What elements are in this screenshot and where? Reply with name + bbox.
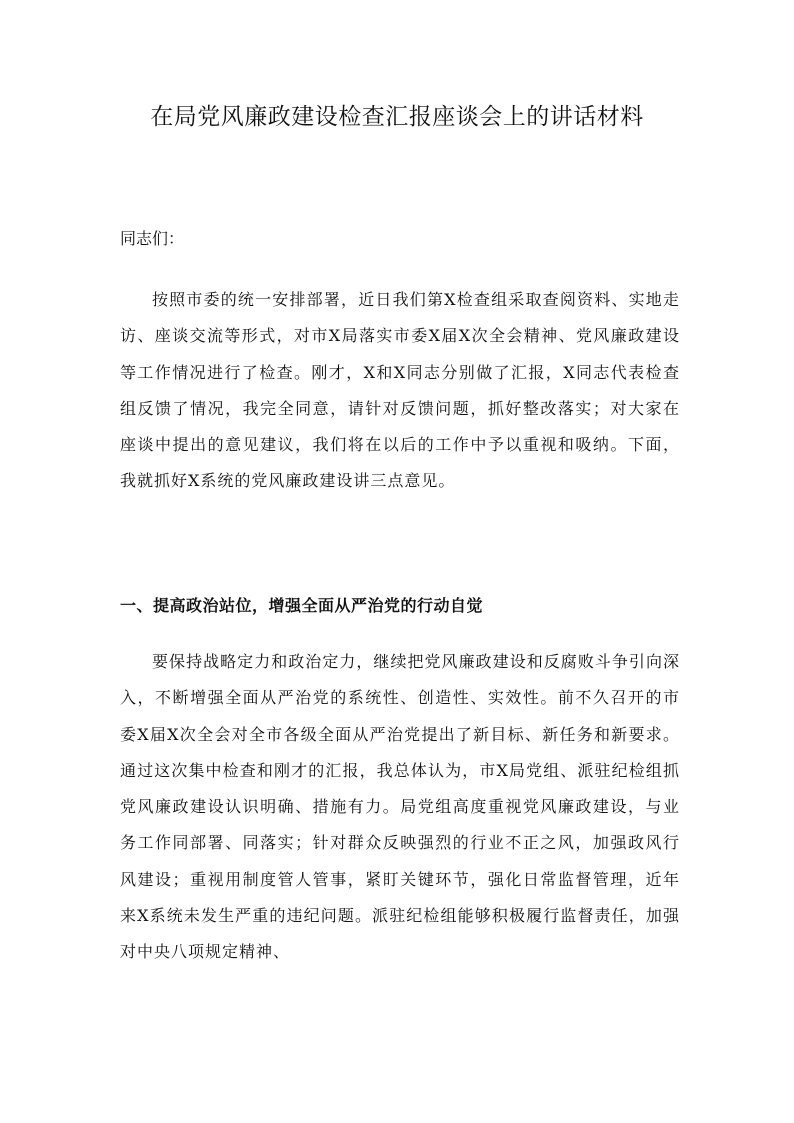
salutation: 同志们：	[120, 229, 185, 248]
section-paragraph: 要保持战略定力和政治定力，继续把党风廉政建设和反腐败斗争引向深入，不断增强全面从严治党的系统性、创造性、实效性。前不久召开的市委X届X次全会对全市各级全面从严治党提出了新目标、新任务和新要求。通过这次集中检查和刚才的汇报，我总体认为，市X局党组、派驻纪检组抓党风廉政建设认识明确、措施有力。局党组高度重视党风廉政建设，与业务工作同部署、同落实；针对群众反映强烈的行业不正之风，加强政风行风建设；重视用制度管人管事，紧盯关键环节，强化日常监督管理，近年来X系统未发生严重的违纪问题。派驻纪检组能够积极履行监督责任，加强对中央八项规定精神、	[120, 652, 680, 962]
body-paragraph: 按照市委的统一安排部署，近日我们第X检查组采取查阅资料、实地走访、座谈交流等形式，对市X局落实市委X届X次全会精神、党风廉政建设等工作情况进行了检查。刚才，X和X同志分别做了汇报，X同志代表检查组反馈了情况，我完全同意，请针对反馈问题，抓好整改落实；对大家在座谈中提出的意见建议，我们将在以后的工作中予以重视和吸纳。下面，我就抓好X系统的党风廉政建设讲三点意见。	[120, 290, 680, 491]
section-heading: 一、提高政治站位，增强全面从严治党的行动自觉	[120, 596, 484, 615]
document-title: 在局党风廉政建设检查汇报座谈会上的讲话材料	[150, 104, 644, 130]
